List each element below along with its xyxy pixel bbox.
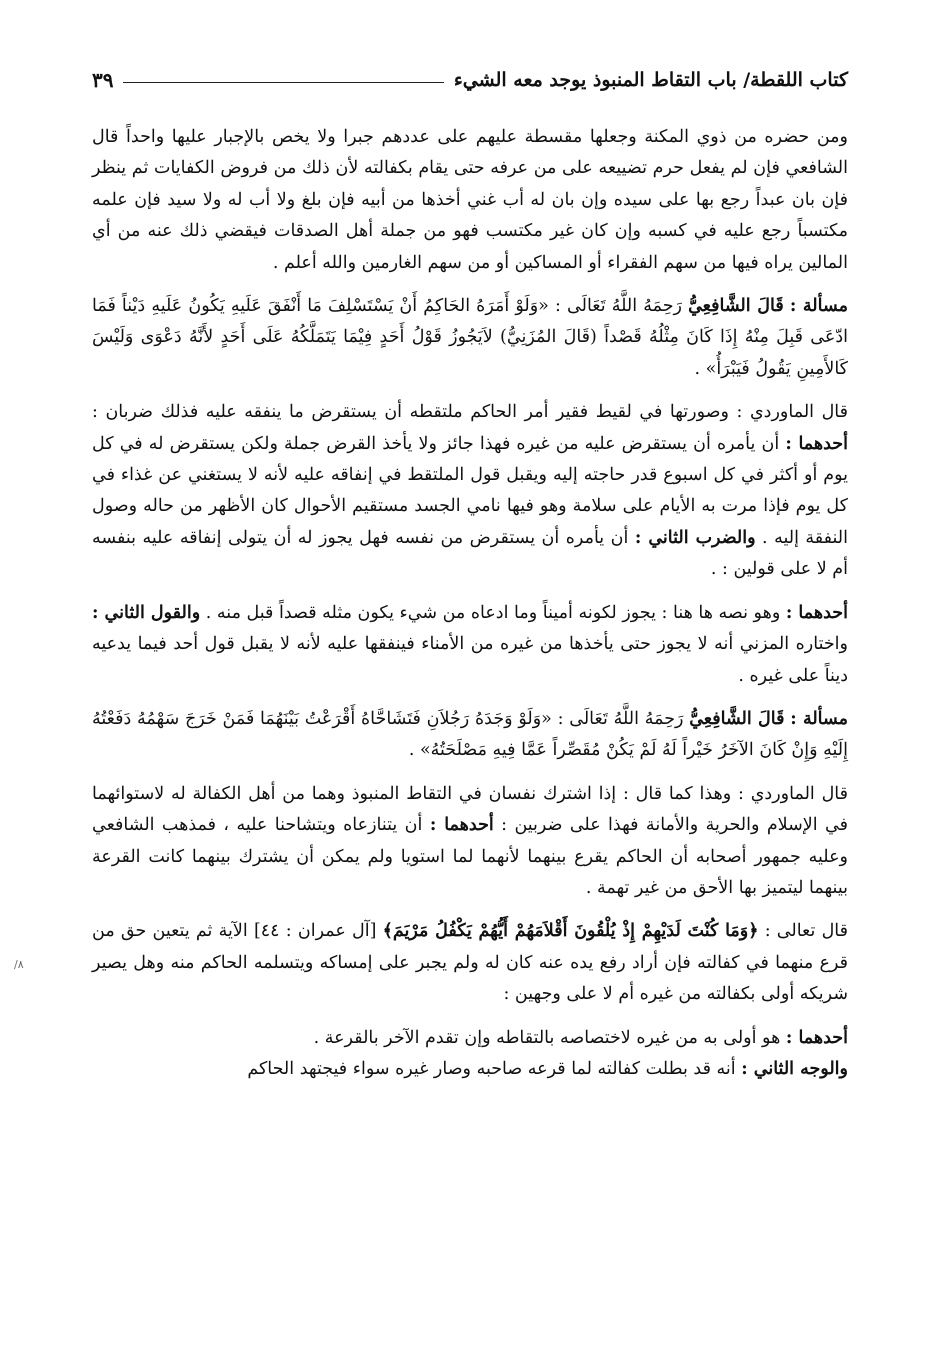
paragraph-1: ومن حضره من ذوي المكنة وجعلها مقسطة عليهم على عددهم جبرا ولا يخص بالإجبار عليها واحداً قال الشافعي فإن لم يفعل حرم تضييعه على من عرفه حتى يقام بكفالته لأن ذلك من فروض الكفايات ثم ينظر فإن بان عبداً رجع بها على سيده وإن بان له أب غني أخذها من أبيه فإن بلغ ولا أب له ولا سيد فإن علمه مكتسباً رجع عليه في كسبه وإن كان غير مكتسب فهو من جملة أهل الصدقات فيقضي ذلك عنه من أي المالين يراه فيها من سهم الفقراء أو المساكين أو من سهم الغارمين والله أعلم . — [92, 127, 848, 273]
header-rule — [123, 82, 443, 83]
paragraph-text: قال الماوردي : وهذا كما قال : إذا اشترك نفسان في التقاط المنبوذ وهما من أهل الكفالة له لاستوائهما في الإسلام والحرية والأمانة فهذا على ضربين : — [92, 783, 848, 836]
keyword: والوجه الثاني : — [741, 1058, 848, 1079]
paragraph-2 — [92, 397, 848, 585]
verse-reference: [آل عمران : ٤٤] — [253, 921, 377, 942]
running-header — [92, 58, 848, 102]
keyword: أحدهما : — [785, 1027, 848, 1048]
paragraph-6 — [92, 1023, 848, 1054]
masala-label: مسألة : — [789, 296, 848, 317]
margin-mark: ٨/ — [14, 958, 24, 971]
book-page — [92, 58, 848, 1085]
page-number: ٣٩ — [92, 68, 114, 92]
paragraph-text: قال تعالى : — [764, 921, 848, 942]
paragraph-7 — [92, 1054, 848, 1085]
masala-2 — [92, 704, 848, 767]
masala-text: رَحِمَهُ اللَّهُ تَعَالَى : «وَلَوْ أَمَرَهُ الحَاكِمُ أَنْ يَسْتَسْلِفَ مَا أَنْفَقَ عَلَيهِ يَكُونُ عَلَيهِ دَيْناً فَمَا ادّعَى قَبِلَ مِنْهُ إِذَا كَانَ مِثْلُهُ قَصْداً (قَالَ المُزَنِيُّ) لاَيَجُوزُ قَوْلُ أَحَدٍ فِيْمَا يَتَمَلَّكُهُ عَلَى أَحَدٍ لأَنَّهُ دَعْوَى وَلَيْسَ كَالأَمِينِ يَقُولُ فَيَبْرَأُ» . — [92, 296, 848, 379]
masala-1 — [92, 291, 848, 385]
keyword: والضرب الثاني : — [634, 527, 756, 548]
masala-label: مسألة : — [790, 708, 848, 729]
imam-name: قَالَ الشَّافِعِيُّ — [688, 296, 784, 317]
paragraph-text: هو أولى به من غيره لاختصاصه بالتقاطه وإن تقدم الآخر بالقرعة . — [313, 1027, 781, 1048]
paragraph-text: واختاره المزني أنه لا يجوز حتى يأخذها من غيره من الأمناء فينفقها عليه لأنه لا يقبل قول أحد فيما يدعيه ديناً على غيره . — [92, 634, 848, 686]
imam-name: قَالَ الشَّافِعِيُّ — [689, 708, 785, 729]
masala-text: رَحِمَهُ اللَّهُ تَعَالَى : «وَلَوْ وَجَدَهُ رَجُلاَنِ فَتَشَاحَّاهُ أَقْرَعْتُ بَيْنَهُمَا فَمَنْ خَرَجَ سَهْمُهُ دَفَعْتُهُ إِلَيْهِ وَإِنْ كَانَ الآخَرُ خَيْراً لَهُ لَمْ يَكُنْ مُقَصِّراً عَمَّا فِيهِ مَصْلَحَتُهُ» . — [92, 708, 848, 761]
keyword: أحدهما : — [785, 602, 848, 623]
paragraph-5 — [92, 916, 848, 1010]
keyword: أحدهما : — [785, 433, 848, 454]
paragraph-text: أن يأمره أن يستقرض عليه من غيره فهذا جائز ولا يأخذ القرض جملة ولكن يستقرض له في كل يوم أو أكثر في كل اسبوع قدر حاجته إليه ويقبل قول الملتقط في إنفاقه عليه لأنه لا يستغني عن غذاء في كل يوم فإذا مرت به الأيام على سلامة وهو فيها نامي الجسد مستقيم الأحوال كان الأظهر من حاله وصول النفقة إليه . — [92, 433, 848, 548]
paragraph-3 — [92, 598, 848, 692]
keyword: والقول الثاني : — [92, 602, 201, 623]
paragraph-text: أن يأمره أن يستقرض من نفسه فهل يجوز له أن يتولى إنفاقه عليه بنفسه أم لا على قولين : . — [92, 527, 848, 580]
paragraph-4 — [92, 779, 848, 905]
paragraph-text: قال الماوردي : وصورتها في لقيط فقير أمر الحاكم ملتقطه أن يستقرض ما ينفقه عليه فذلك ضربان : — [92, 402, 848, 423]
paragraph-text: وهو نصه ها هنا : يجوز لكونه أميناً وما ادعاه من شيء يكون مثله قصداً قبل منه . — [205, 602, 781, 623]
keyword: أحدهما : — [429, 815, 494, 836]
paragraph-text: أن يتنازعاه ويتشاحنا عليه ، فمذهب الشافعي وعليه جمهور أصحابه أن الحاكم يقرع بينهما لأنهما لما استويا ولم يمكن أن يشترك بينهما كانت القرعة بينهما ليتميز بها الأحق من غير تهمة . — [92, 815, 848, 898]
paragraph-text: أنه قد بطلت كفالته لما قرعه صاحبه وصار غيره سواء فيجتهد الحاكم — [247, 1058, 736, 1079]
paragraph-text: الآية ثم يتعين حق من قرع منهما في كفالته فإن أراد رفع يده عنه كان له ولم يجبر على إمساكه ويتسلمه الحاكم منه وهل يصير شريكه أولى بكفالته من غيره أم لا على وجهين : — [92, 921, 848, 1005]
quran-verse: ﴿وَمَا كُنْتَ لَدَيْهِمْ إِذْ يُلْقُونَ أَقْلاَمَهُمْ أَيُّهُمْ يَكْفُلُ مَرْيَمَ﴾ — [382, 921, 759, 942]
chapter-title: كتاب اللقطة/ باب التقاط المنبوذ يوجد معه الشيء — [453, 69, 848, 91]
